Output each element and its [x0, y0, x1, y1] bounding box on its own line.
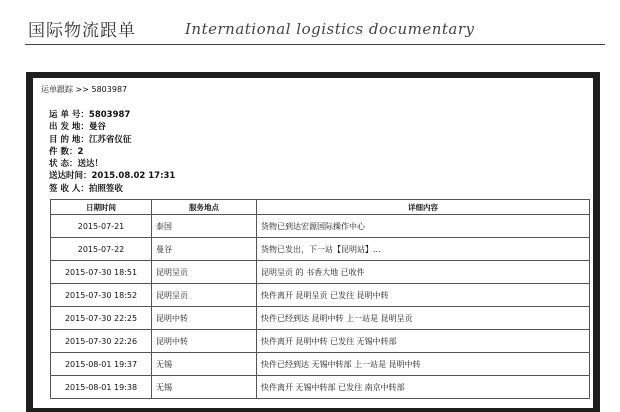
table-row	[51, 238, 590, 261]
column-header-location: 服务地点	[152, 200, 257, 215]
info-row-origin	[49, 121, 175, 133]
table-row	[51, 284, 590, 307]
column-header-details: 详细内容	[257, 200, 590, 215]
table-row	[51, 330, 590, 353]
status-value: 送达！	[77, 159, 103, 170]
cell-location: 无锡	[152, 353, 257, 376]
pieces-value: 2	[77, 146, 84, 157]
cell-location: 昆明呈贡	[152, 261, 257, 284]
cell-details: 快件离开 昆明中转 已发往 无锡中转部	[257, 330, 590, 353]
cell-location: 昆明中转	[152, 307, 257, 330]
cell-datetime: 2015-07-21	[51, 215, 152, 238]
cell-datetime: 2015-08-01 19:38	[51, 376, 152, 399]
info-row-waybill	[49, 109, 175, 121]
info-row-pieces	[49, 146, 175, 158]
info-label: 签 收 人：	[49, 183, 89, 194]
cell-datetime: 2015-07-30 22:26	[51, 330, 152, 353]
cell-details: 快件已经到达 无锡中转部 上一站是 昆明中转	[257, 353, 590, 376]
table-row	[51, 376, 590, 399]
info-row-recipient	[49, 183, 175, 195]
page-header	[0, 0, 620, 46]
shipment-info	[49, 109, 175, 195]
cell-details: 货物已发出，下一站【昆明站】...	[257, 238, 590, 261]
cell-datetime: 2015-07-30 22:25	[51, 307, 152, 330]
info-label: 状 态：	[49, 159, 78, 170]
cell-datetime: 2015-07-30 18:51	[51, 261, 152, 284]
destination-value: 江苏省仪征	[88, 134, 132, 145]
waybill-number: 5803987	[88, 110, 131, 120]
cell-datetime: 2015-07-22	[51, 238, 152, 261]
table-row	[51, 353, 590, 376]
cell-details: 快件已经到达 昆明中转 上一站是 昆明呈贡	[257, 307, 590, 330]
page-subtitle: International logistics documentary	[185, 20, 475, 38]
cell-details: 货物已到达宏源国际操作中心	[257, 215, 590, 238]
info-label: 出 发 地：	[49, 122, 89, 133]
table-header-row	[51, 200, 590, 215]
info-label: 送达时间：	[49, 171, 92, 182]
column-header-datetime: 日期时间	[51, 200, 152, 215]
cell-location: 无锡	[152, 376, 257, 399]
table-row	[51, 307, 590, 330]
tracking-table	[50, 199, 590, 399]
header-divider	[25, 44, 605, 45]
cell-datetime: 2015-07-30 18:52	[51, 284, 152, 307]
table-row	[51, 215, 590, 238]
cell-location: 昆明中转	[152, 330, 257, 353]
cell-datetime: 2015-08-01 19:37	[51, 353, 152, 376]
cell-location: 泰国	[152, 215, 257, 238]
info-label: 目 的 地：	[49, 134, 89, 145]
info-label: 运 单 号：	[49, 110, 89, 120]
breadcrumb: 运单跟踪 >> 5803987	[41, 85, 128, 94]
origin-value: 曼谷	[88, 122, 106, 133]
page-title: 国际物流跟单	[28, 21, 136, 41]
cell-details: 快件离开 无锡中转部 已发往 南京中转部	[257, 376, 590, 399]
info-label: 件 数：	[49, 146, 78, 157]
cell-details: 昆明呈贡 的 书香大地 已收件	[257, 261, 590, 284]
delivered-time-value: 2015.08.02 17:31	[91, 171, 176, 182]
cell-location: 曼谷	[152, 238, 257, 261]
cell-details: 快件离开 昆明呈贡 已发往 昆明中转	[257, 284, 590, 307]
cell-location: 昆明呈贡	[152, 284, 257, 307]
recipient-value: 拍照签收	[88, 183, 123, 194]
info-row-delivered-time	[49, 170, 175, 182]
info-row-destination	[49, 134, 175, 146]
table-row	[51, 261, 590, 284]
info-row-status	[49, 158, 175, 170]
